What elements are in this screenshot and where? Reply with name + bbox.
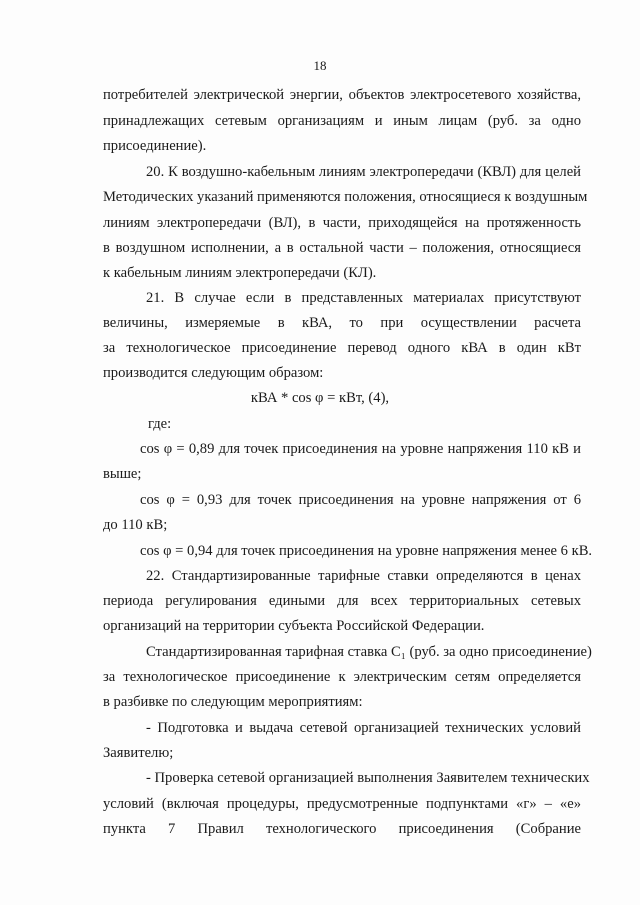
text-line: Стандартизированная тарифная ставка C₁ (руб. за одно присоединение) bbox=[146, 644, 592, 660]
text-line: условий (включая процедуры, предусмотренные подпунктами «г» – «е» bbox=[103, 796, 581, 812]
list-item: - Проверка сетевой организацией выполнения Заявителем технических bbox=[146, 770, 590, 786]
text-line: 22. Стандартизированные тарифные ставки определяются в ценах bbox=[146, 568, 581, 584]
text-line: величины, измеряемые в кВА, то при осуществлении расчета bbox=[103, 315, 581, 331]
text-line: 21. В случае если в представленных материалах присутствуют bbox=[146, 290, 581, 306]
text-line: в разбивке по следующим мероприятиям: bbox=[103, 694, 363, 710]
text-line: до 110 кВ; bbox=[103, 517, 168, 533]
page-number: 18 bbox=[313, 58, 327, 73]
text-line: принадлежащих сетевым организациям и иным лицам (руб. за одно bbox=[103, 113, 581, 129]
text-line: пункта 7 Правил технологического присоединения (Собрание bbox=[103, 821, 581, 837]
text-line: потребителей электрической энергии, объектов электросетевого хозяйства, bbox=[103, 87, 581, 103]
text-line: в воздушном исполнении, а в остальной части – положения, относящиеся bbox=[103, 240, 581, 256]
text-line: cos φ = 0,94 для точек присоединения на уровне напряжения менее 6 кВ. bbox=[140, 543, 593, 559]
text-line: cos φ = 0,93 для точек присоединения на уровне напряжения от 6 bbox=[140, 492, 581, 508]
text-line: выше; bbox=[103, 466, 142, 482]
text-line: за технологическое присоединение к электрическим сетям определяется bbox=[103, 669, 581, 685]
text-line: 20. К воздушно-кабельным линиям электропередачи (КВЛ) для целей bbox=[146, 164, 581, 180]
text-line: организаций на территории субъекта Российской Федерации. bbox=[103, 618, 485, 634]
text-line: производится следующим образом: bbox=[103, 365, 324, 381]
list-item: - Подготовка и выдача сетевой организацией технических условий bbox=[146, 720, 581, 736]
text-line: Заявителю; bbox=[103, 745, 174, 761]
text-line: cos φ = 0,89 для точек присоединения на уровне напряжения 110 кВ и bbox=[140, 441, 581, 457]
text-line: к кабельным линиям электропередачи (КЛ). bbox=[103, 265, 377, 281]
text-line: за технологическое присоединение перевод одного кВА в один кВт bbox=[103, 340, 581, 356]
text-line: периода регулирования едиными для всех территориальных сетевых bbox=[103, 593, 581, 609]
text-line: линиям электропередачи (ВЛ), в части, приходящейся на протяженность bbox=[103, 215, 581, 231]
text-line: Методических указаний применяются положения, относящиеся к воздушным bbox=[103, 189, 588, 205]
text-line: где: bbox=[148, 416, 172, 432]
text-line: присоединение). bbox=[103, 138, 207, 154]
formula: кВА * cos φ = кВт, (4), bbox=[250, 390, 390, 406]
